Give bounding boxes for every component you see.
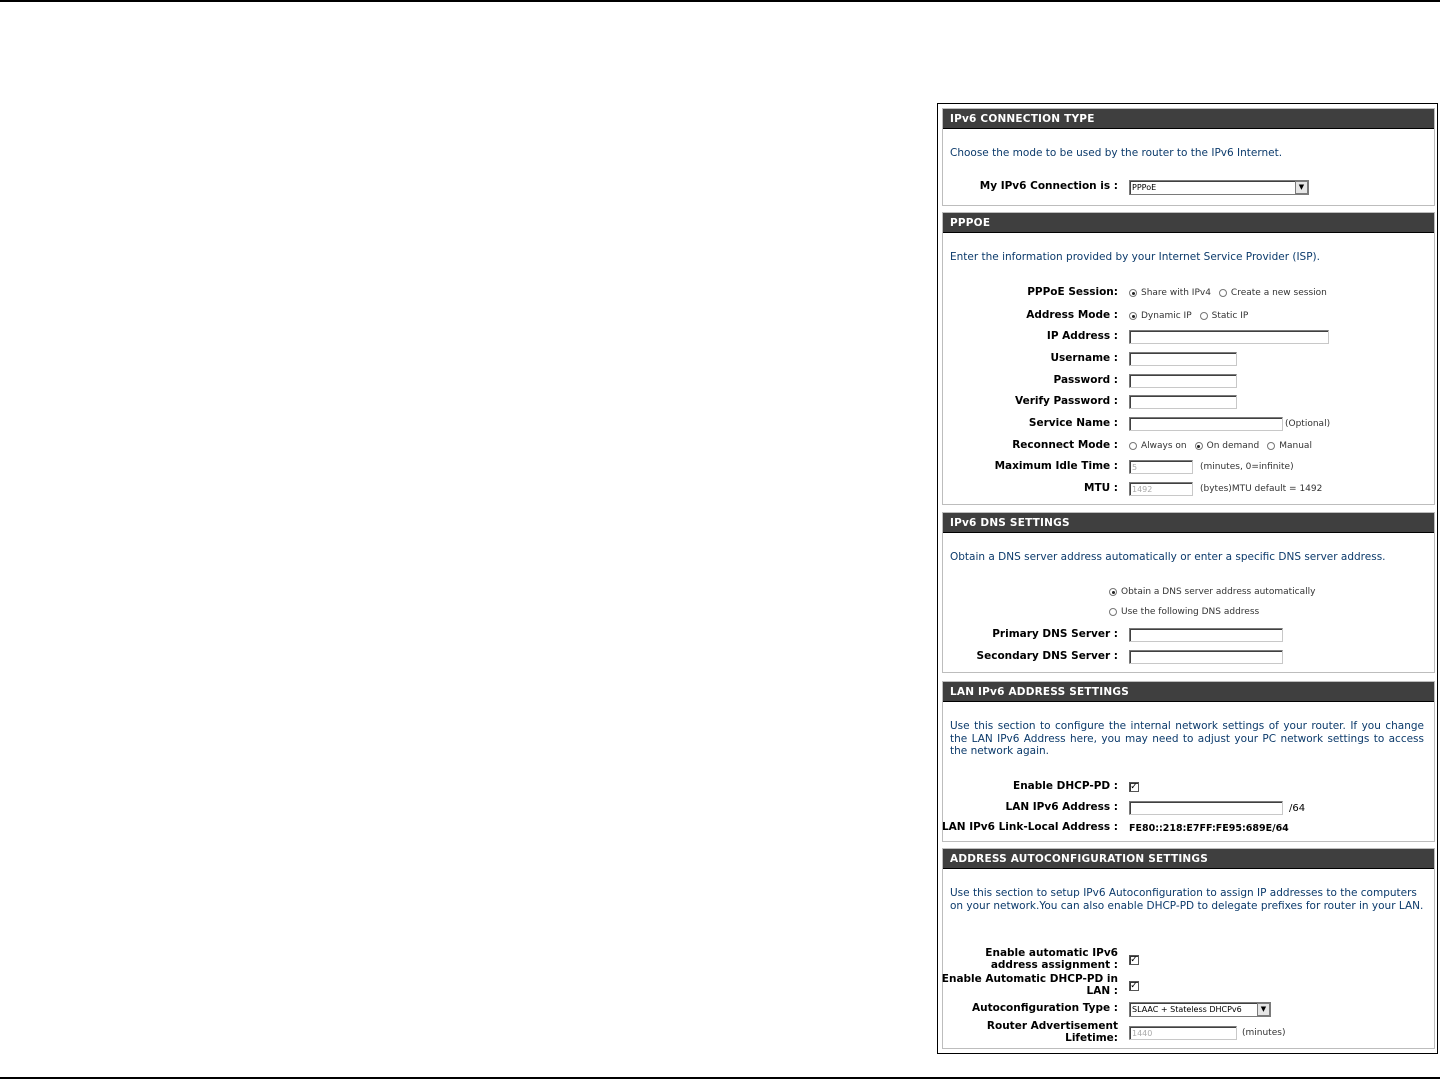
dhcp-pd-label: Enable DHCP-PD : xyxy=(1013,780,1118,792)
primary-dns-input[interactable] xyxy=(1129,628,1283,642)
dhcp-pd-lan-label xyxy=(942,973,1118,997)
ip-address-label: IP Address : xyxy=(1046,330,1118,342)
dhcp-pd-lan-label-line2: LAN : xyxy=(1086,985,1118,997)
radio-selected-icon[interactable] xyxy=(1109,588,1117,596)
pppoe-description: Enter the information provided by your Internet Service Provider (ISP). xyxy=(950,251,1320,263)
reconnect-demand-option[interactable] xyxy=(1195,441,1260,451)
secondary-dns-row xyxy=(943,648,1436,666)
auto-assign-label xyxy=(985,947,1118,971)
dns-manual-row xyxy=(943,603,1436,621)
idle-time-label: Maximum Idle Time : xyxy=(994,460,1118,472)
pppoe-session-row xyxy=(943,284,1436,302)
connection-type-header: IPv6 CONNECTION TYPE xyxy=(943,109,1434,129)
ra-lifetime-label xyxy=(987,1020,1118,1044)
secondary-dns-input[interactable] xyxy=(1129,650,1283,664)
pppoe-session-label: PPPoE Session: xyxy=(1027,286,1118,298)
address-mode-label: Address Mode : xyxy=(1026,309,1118,321)
auto-assign-label-line1: Enable automatic IPv6 xyxy=(985,947,1118,959)
password-row xyxy=(943,372,1436,390)
mtu-note: (bytes)MTU default = 1492 xyxy=(1200,484,1323,494)
lan-address-row xyxy=(943,799,1436,817)
bottom-page-rule xyxy=(0,1077,1440,1079)
autoconfig-type-value: SLAAC + Stateless DHCPv6 xyxy=(1132,1004,1242,1014)
link-local-row xyxy=(943,819,1436,837)
connection-type-description: Choose the mode to be used by the router to the IPv6 Internet. xyxy=(950,147,1283,159)
autoconfig-type-label: Autoconfiguration Type : xyxy=(971,1002,1118,1014)
verify-password-input[interactable] xyxy=(1129,395,1237,409)
dhcp-pd-row xyxy=(943,778,1436,796)
password-input[interactable] xyxy=(1129,374,1237,388)
username-input[interactable] xyxy=(1129,352,1237,366)
auto-assign-row xyxy=(943,947,1436,971)
ipv6-settings-panel xyxy=(937,103,1438,1054)
connection-type-label: My IPv6 Connection is : xyxy=(979,180,1118,192)
dns-header: IPv6 DNS SETTINGS xyxy=(943,513,1434,533)
secondary-dns-label: Secondary DNS Server : xyxy=(976,650,1118,662)
address-dynamic-label: Dynamic IP xyxy=(1141,311,1192,321)
link-local-label: LAN IPv6 Link-Local Address : xyxy=(941,821,1118,833)
radio-icon[interactable] xyxy=(1219,289,1227,297)
lan-description: Use this section to configure the internal network settings of your router. If you change the LAN IPv6 Address here, you may need to adjust your PC network settings to access the network again. xyxy=(950,720,1424,757)
autoconfig-header: ADDRESS AUTOCONFIGURATION SETTINGS xyxy=(943,849,1434,869)
ip-address-row xyxy=(943,328,1436,346)
lan-section xyxy=(942,681,1435,842)
address-static-option[interactable] xyxy=(1200,311,1249,321)
mtu-row xyxy=(943,480,1436,498)
dns-auto-option[interactable] xyxy=(1109,587,1315,597)
username-row xyxy=(943,350,1436,368)
service-name-row xyxy=(943,415,1436,433)
service-name-note: (Optional) xyxy=(1285,419,1331,429)
service-name-input[interactable] xyxy=(1129,417,1283,431)
verify-password-label: Verify Password : xyxy=(1015,395,1118,407)
chevron-down-icon[interactable]: ▼ xyxy=(1295,181,1308,194)
connection-type-row xyxy=(943,178,1436,196)
address-mode-row xyxy=(943,307,1436,325)
ra-lifetime-row xyxy=(943,1020,1436,1044)
session-new-label: Create a new session xyxy=(1230,288,1327,298)
auto-assign-checkbox[interactable]: ✓ xyxy=(1130,955,1138,965)
dhcp-pd-checkbox[interactable]: ✓ xyxy=(1130,782,1138,792)
reconnect-mode-row xyxy=(943,437,1436,455)
dns-description: Obtain a DNS server address automatically or enter a specific DNS server address. xyxy=(950,551,1386,563)
link-local-value: FE80::218:E7FF:FE95:689E/64 xyxy=(1129,822,1289,834)
verify-password-row xyxy=(943,393,1436,411)
ra-lifetime-input[interactable] xyxy=(1129,1026,1237,1040)
primary-dns-row xyxy=(943,626,1436,644)
dns-auto-label: Obtain a DNS server address automatically xyxy=(1121,587,1316,597)
autoconfig-type-row xyxy=(943,1000,1436,1018)
lan-header: LAN IPv6 ADDRESS SETTINGS xyxy=(943,682,1434,702)
session-share-label: Share with IPv4 xyxy=(1141,288,1211,298)
radio-icon[interactable] xyxy=(1109,608,1117,616)
service-name-label: Service Name : xyxy=(1028,417,1118,429)
radio-selected-icon[interactable] xyxy=(1129,289,1137,297)
address-dynamic-option[interactable] xyxy=(1129,311,1192,321)
radio-icon[interactable] xyxy=(1200,312,1208,320)
reconnect-mode-label: Reconnect Mode : xyxy=(1012,439,1118,451)
auto-assign-label-line2: address assignment : xyxy=(990,959,1118,971)
ra-lifetime-note: (minutes) xyxy=(1242,1028,1286,1038)
dhcp-pd-lan-checkbox[interactable]: ✓ xyxy=(1130,981,1138,991)
dns-manual-option[interactable] xyxy=(1109,607,1259,617)
lan-prefix-suffix: /64 xyxy=(1289,802,1306,814)
reconnect-demand-label: On demand xyxy=(1206,441,1260,451)
session-new-option[interactable] xyxy=(1219,288,1327,298)
idle-time-note: (minutes, 0=infinite) xyxy=(1200,462,1294,472)
idle-time-row xyxy=(943,458,1436,476)
pppoe-section xyxy=(942,212,1435,505)
address-static-label: Static IP xyxy=(1211,311,1249,321)
mtu-label: MTU : xyxy=(1084,482,1118,494)
autoconfig-section xyxy=(942,848,1435,1049)
dns-auto-row xyxy=(943,583,1436,601)
reconnect-manual-option[interactable] xyxy=(1267,441,1312,451)
autoconfig-description: Use this section to setup IPv6 Autoconfiguration to assign IP addresses to the computers on your network.You can also enable DHCP-PD to delegate prefixes for router in your LAN. xyxy=(950,887,1424,912)
idle-time-input[interactable] xyxy=(1129,460,1193,474)
lan-address-input[interactable] xyxy=(1129,801,1283,815)
connection-type-section xyxy=(942,108,1435,206)
top-page-rule xyxy=(0,0,1440,2)
mtu-input[interactable] xyxy=(1129,482,1193,496)
dhcp-pd-lan-label-line1: Enable Automatic DHCP-PD in xyxy=(941,973,1118,985)
reconnect-always-option[interactable] xyxy=(1129,441,1187,451)
radio-selected-icon[interactable] xyxy=(1129,312,1137,320)
primary-dns-label: Primary DNS Server : xyxy=(992,628,1118,640)
password-label: Password : xyxy=(1053,374,1118,386)
autoconfig-type-select[interactable] xyxy=(1129,1002,1271,1017)
session-share-option[interactable] xyxy=(1129,288,1211,298)
pppoe-header: PPPOE xyxy=(943,213,1434,233)
ra-lifetime-label-line2: Lifetime: xyxy=(1065,1032,1118,1044)
dhcp-pd-lan-row xyxy=(941,973,1436,997)
reconnect-manual-label: Manual xyxy=(1279,441,1312,451)
connection-type-select[interactable] xyxy=(1129,180,1309,195)
dns-manual-label: Use the following DNS address xyxy=(1121,607,1260,617)
radio-selected-icon[interactable] xyxy=(1195,442,1203,450)
chevron-down-icon[interactable]: ▼ xyxy=(1257,1003,1270,1016)
reconnect-always-label: Always on xyxy=(1141,441,1187,451)
username-label: Username : xyxy=(1050,352,1118,364)
dns-section xyxy=(942,512,1435,673)
radio-icon[interactable] xyxy=(1129,442,1137,450)
ra-lifetime-label-line1: Router Advertisement xyxy=(986,1020,1118,1032)
connection-type-value: PPPoE xyxy=(1132,182,1157,192)
radio-icon[interactable] xyxy=(1267,442,1275,450)
ip-address-input[interactable] xyxy=(1129,330,1329,344)
lan-address-label: LAN IPv6 Address : xyxy=(1005,801,1118,813)
